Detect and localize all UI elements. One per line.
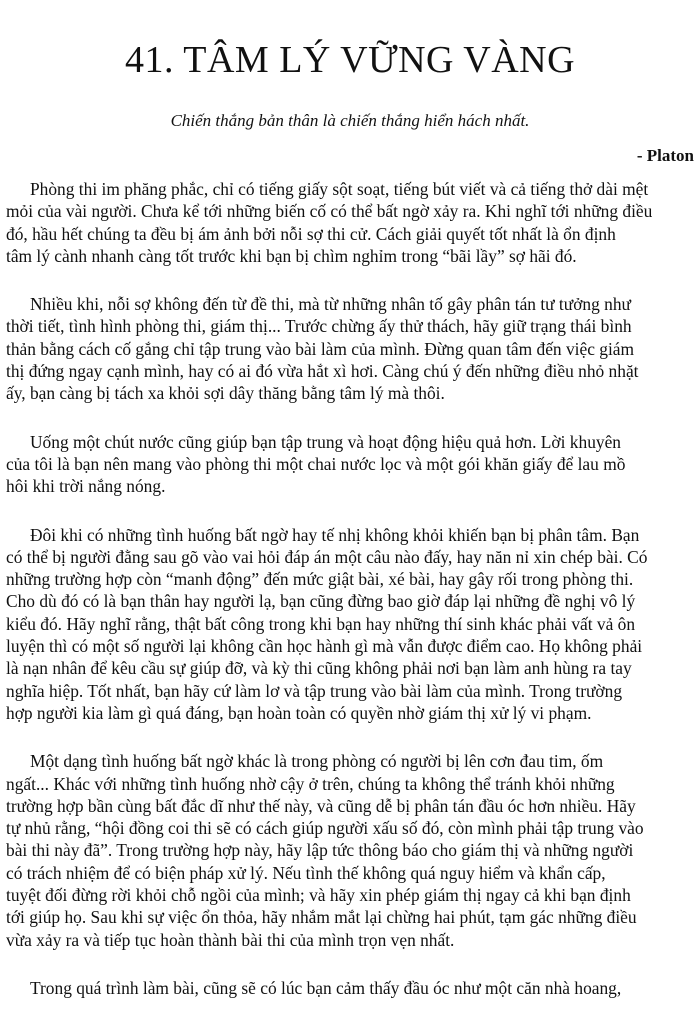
text-line: Cho dù đó có là bạn thân hay người lạ, bạn cũng đừng bao giờ đáp lại những đề nghị vô lý bbox=[6, 591, 636, 612]
text-line: trường hợp bần cùng bất đắc dĩ như thế này, và cũng dễ bị phân tán đầu óc hơn nhiều. Hãy bbox=[6, 795, 636, 816]
epigraph-quote: Chiến thắng bản thân là chiến thắng hiển hách nhất. bbox=[170, 111, 530, 130]
text-line: ấy, bạn càng bị tách xa khỏi sợi dây thăng bằng tâm lý mà thôi. bbox=[6, 383, 445, 404]
text-line: tuyệt đối đừng rời khỏi chỗ ngồi của mình; và hãy xin phép giám thị ngay cả khi bạn định bbox=[6, 885, 631, 906]
text-line: là nạn nhân để kêu cầu sự giúp đỡ, và kỳ thi cũng không phải nơi bạn làm anh hùng ra tay bbox=[6, 658, 632, 679]
text-line: tới giúp họ. Sau khi sự việc ổn thỏa, hãy nhắm mắt lại chừng hai phút, tạm gác những điều bbox=[6, 907, 637, 928]
text-line: tự nhủ rằng, “hội đồng coi thi sẽ có cách giúp người xấu số đó, còn mình phải tập trung vào bbox=[6, 818, 644, 839]
text-line: của tôi là bạn nên mang vào phòng thi một chai nước lọc và một gói khăn giấy để lau mồ bbox=[6, 453, 626, 474]
text-line: thản bằng cách cố gắng chỉ tập trung vào bài làm của mình. Đừng quan tâm đến việc giám bbox=[6, 338, 635, 359]
chapter-title: 41. TÂM LÝ VỮNG VÀNG bbox=[124, 39, 576, 81]
text-line: hôi khi trời nắng nóng. bbox=[6, 476, 166, 497]
text-line: mỏi của vài người. Chưa kể tới những biến cố có thể bất ngờ xảy ra. Khi nghĩ tới những điều bbox=[6, 201, 653, 222]
epigraph-author: - Platon bbox=[636, 146, 694, 165]
text-line: Uống một chút nước cũng giúp bạn tập trung và hoạt động hiệu quả hơn. Lời khuyên bbox=[30, 431, 621, 452]
body-paragraph bbox=[6, 293, 698, 404]
text-line: ngất... Khác với những tình huống nhờ cậy ở trên, chúng ta không thể tránh khỏi những bbox=[6, 773, 615, 794]
text-line: hợp người kia làm gì quá đáng, bạn hoàn toàn có quyền nhờ giám thị xử lý vi phạm. bbox=[6, 702, 592, 723]
text-line: Phòng thi im phăng phắc, chỉ có tiếng giấy sột soạt, tiếng bút viết và cả tiếng thở dài mệt bbox=[30, 179, 649, 199]
text-line: thời tiết, tình hình phòng thi, giám thị... Trước chừng ấy thử thách, hãy giữ trạng thái bình bbox=[6, 316, 632, 337]
text-line: những trường hợp còn “manh động” đến mức giật bài, xé bài, hay gây rối trong phòng thi. bbox=[6, 569, 634, 590]
text-line: Một dạng tình huống bất ngờ khác là trong phòng có người bị lên cơn đau tim, ốm bbox=[30, 751, 604, 772]
text-line: vừa xảy ra và tiếp tục hoàn thành bài thi của mình trọn vẹn nhất. bbox=[6, 929, 455, 950]
text-line: bài thi này đã”. Trong trường hợp này, hãy lập tức thông báo cho giám thị và những người bbox=[6, 840, 634, 861]
text-line: luyện thì có một số người lại không cần học hành gì mà vẫn được điểm cao. Họ không phải bbox=[6, 636, 643, 657]
text-line: nghĩa hiệp. Tốt nhất, bạn hãy cứ làm lơ và tập trung vào bài làm của mình. Trong trường bbox=[6, 680, 623, 701]
text-line: có thể bị người đằng sau gõ vào vai hỏi đáp án một câu nào đấy, hay năn nỉ xin chép bài. Có bbox=[6, 546, 648, 567]
text-line: Nhiều khi, nỗi sợ không đến từ đề thi, mà từ những nhân tố gây phân tán tư tưởng như bbox=[30, 294, 631, 315]
body-paragraph bbox=[6, 977, 698, 999]
chapter-body bbox=[6, 178, 698, 1025]
text-line: đó, hầu hết chúng ta đều bị ám ảnh bởi nỗi sợ thi cử. Cách giải quyết tốt nhất là ổn định bbox=[6, 223, 616, 244]
body-paragraph bbox=[6, 431, 698, 498]
body-paragraph bbox=[6, 524, 698, 725]
text-line: kiểu đó. Hãy nghĩ rằng, thật bất công trong khi bạn hay những thí sinh khác phải vất vả ôn bbox=[6, 613, 636, 634]
text-line: thị đứng ngay cạnh mình, hay có ai đó vừa hắt xì hơi. Càng chú ý đến những điều nhỏ nhặt bbox=[6, 361, 639, 382]
text-line: Đôi khi có những tình huống bất ngờ hay tế nhị không khỏi khiến bạn bị phân tâm. Bạn bbox=[30, 524, 640, 545]
body-paragraph bbox=[6, 750, 698, 951]
text-line: Trong quá trình làm bài, cũng sẽ có lúc bạn cảm thấy đầu óc như một căn nhà hoang, bbox=[30, 977, 622, 998]
body-paragraph bbox=[6, 178, 698, 267]
text-line: tâm lý cành nhanh càng tốt trước khi bạn bị chìm nghỉm trong “bãi lầy” sợ hãi đó. bbox=[6, 245, 577, 266]
text-line: có trách nhiệm để có biện pháp xử lý. Nếu tình thế không quá nguy hiểm và khẩn cấp, bbox=[6, 862, 606, 883]
